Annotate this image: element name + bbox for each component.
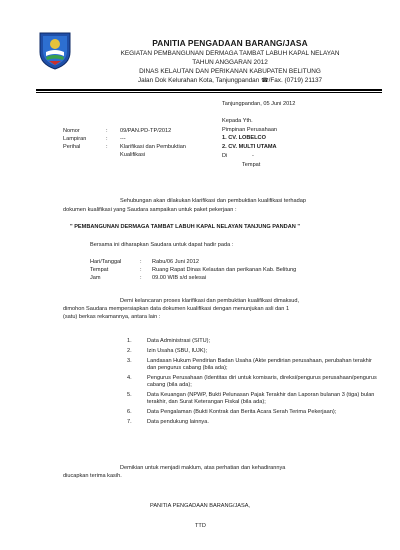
- kop-address-text: Jalan Dok Kelurahan Kota, Tanjungpandan: [137, 77, 260, 84]
- schedule-value-time: 09.00 WIB s/d selesai: [152, 275, 207, 281]
- recipient-tempat: Tempat: [242, 162, 261, 168]
- recipient-company-2: 2. CV. MULTI UTAMA: [222, 144, 277, 150]
- kop-line-2: KEGIATAN PEMBANGUNAN DERMAGA TAMBAT LABUH KAPAL NELAYAN: [120, 50, 340, 57]
- schedule-value-date: Rabu/06 Juni 2012: [152, 259, 199, 265]
- meta-value-nomor: 09/PAN.PD-TP/2012: [120, 128, 172, 134]
- kop-line-4: DINAS KELAUTAN DAN PERIKANAN KABUPATEN BELITUNG: [139, 68, 321, 75]
- letterhead-rule-thin: [36, 92, 382, 93]
- schedule-sep-date: :: [140, 259, 142, 265]
- signature-org: PANITIA PENGADAAN BARANG/JASA,: [150, 503, 250, 509]
- intro-line-1: Sehubungan akan dilakukan klarifikasi dan pembuktian kualifikasi terhadap: [120, 198, 306, 204]
- para2-line-2: dimohon Saudara mempersiapkan data dokumen kualifikasi dengan menunjukan asli dan 1: [63, 306, 290, 312]
- schedule-label-date: Hari/Tanggal: [90, 259, 122, 265]
- meta-value-perihal: Klarifikasi dan Pembuktian: [120, 144, 186, 150]
- list-item-number: 1.: [127, 338, 132, 344]
- kop-fax: /Fax. (0719) 21137: [268, 77, 323, 84]
- schedule-sep-place: :: [140, 267, 142, 273]
- intro-line-2: dokumen kualifikasi yang Saudara sampaikan untuk paket pekerjaan :: [63, 207, 237, 213]
- recipient-title: Pimpinan Perusahaan: [222, 127, 278, 133]
- list-item-text: Data Administrasi (SITU);: [147, 338, 211, 344]
- list-item-text: Data pendukung lainnya.: [147, 419, 209, 425]
- meta-sep-perihal: :: [106, 144, 108, 150]
- recipient-company-1: 1. CV. LOBELCO: [222, 135, 266, 141]
- list-item-text: Pengurus Perusahaan (Identitas diri untuk komisaris, direksi/pengurus perusahaan/pengurus cabang (bila ada);: [147, 375, 377, 388]
- schedule-sep-time: :: [140, 275, 142, 281]
- list-item: [127, 392, 382, 406]
- list-item: [127, 419, 382, 426]
- list-item: [127, 338, 382, 345]
- meta-label-perihal: Perihal: [63, 144, 81, 150]
- list-item-number: 3.: [127, 358, 132, 364]
- regency-emblem-logo: [36, 30, 74, 70]
- list-item: [127, 409, 382, 416]
- telephone-icon: ☎: [261, 78, 269, 84]
- recipient-di-sep: -: [252, 153, 254, 159]
- document-list: [127, 338, 382, 429]
- schedule-label-time: Jam: [90, 275, 101, 281]
- para2-line-1: Demi kelancaran proses klarifikasi dan pembuktian kualifikasi dimaksud,: [120, 298, 300, 304]
- meta-sep-nomor: :: [106, 128, 108, 134]
- list-item-text: Landasan Hukum Pendirian Badan Usaha (Akte pendirian perusahaan, perubahan terakhir dan pengurus cabang (bila ada);: [147, 358, 372, 371]
- recipient-salutation: Kepada Yth.: [222, 118, 253, 124]
- schedule-value-place: Ruang Rapat Dinas Kelautan dan perikanan Kab. Belitung: [152, 267, 297, 273]
- list-item-number: 7.: [127, 419, 132, 425]
- signature-ttd: TTD: [195, 523, 206, 529]
- recipient-di: Di: [222, 153, 228, 159]
- place-date: Tanjungpandan, 05 Juni 2012: [222, 101, 296, 107]
- list-item: [127, 348, 382, 355]
- list-item-number: 4.: [127, 375, 132, 381]
- list-item-number: 6.: [127, 409, 132, 415]
- meta-label-lampiran: Lampiran: [63, 136, 87, 142]
- list-item-text: Data Keuangan (NPWP, Bukti Pelunasan Pajak Terakhir dan Laporan bulanan 3 (tiga) bulan terakhir, dan Surat Keterangan Fiskal (bila ada);: [147, 392, 375, 405]
- closing-line-1: Demikian untuk menjadi maklum, atas perhatian dan kehadirannya: [120, 465, 286, 471]
- list-item-text: Data Pengalaman (Bukti Kontrak dan Berita Acara Serah Terima Pekerjaan);: [147, 409, 337, 415]
- meta-sep-lampiran: :: [106, 136, 108, 142]
- letterhead-rule-thick: [36, 89, 382, 91]
- meta-label-nomor: Nomor: [63, 128, 80, 134]
- list-item-number: 5.: [127, 392, 132, 398]
- closing-line-2: diucapkan terima kasih.: [63, 473, 122, 479]
- list-item-text: Izin Usaha (SBU, IUJK);: [147, 348, 207, 354]
- kop-org: PANITIA PENGADAAN BARANG/JASA: [152, 38, 308, 48]
- meta-value-perihal-2: Kualifikasi: [120, 152, 146, 158]
- list-item-number: 2.: [127, 348, 132, 354]
- list-item: [127, 375, 382, 389]
- kop-line-3: TAHUN ANGGARAN 2012: [192, 59, 268, 66]
- package-name: " PEMBANGUNAN DERMAGA TAMBAT LABUH KAPAL NELAYAN TANJUNG PANDAN ": [70, 224, 300, 230]
- schedule-label-place: Tempat: [90, 267, 109, 273]
- para2-line-3: (satu) berkas rekamannya, antara lain :: [63, 314, 161, 320]
- kop-address: [78, 77, 382, 84]
- list-item: [127, 358, 382, 372]
- invite-line: Bersama ini diharapkan Saudara untuk dapat hadir pada :: [90, 242, 234, 248]
- meta-value-lampiran: ---: [120, 136, 126, 142]
